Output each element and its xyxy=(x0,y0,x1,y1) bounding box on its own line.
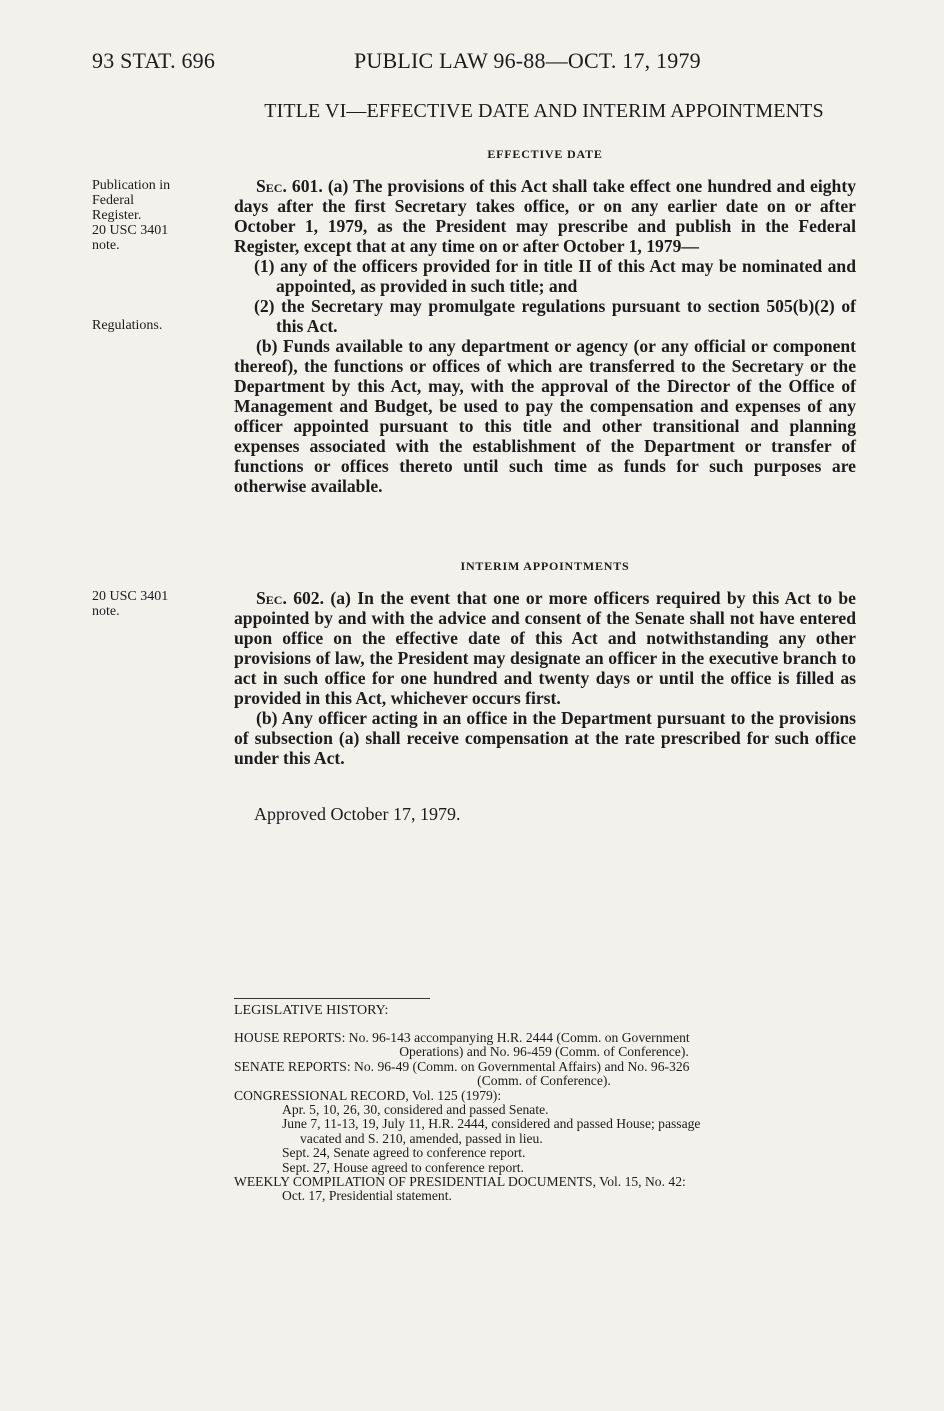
leg-line: SENATE REPORTS: No. 96-49 (Comm. on Governmental Affairs) and No. 96-326 xyxy=(234,1058,690,1074)
effective-date-heading: EFFECTIVE DATE xyxy=(487,147,603,161)
sec601-para-a1: (1) any of the officers provided for in title II of this Act may be nominated and appointed, as provided in such title; and xyxy=(254,256,856,296)
legislative-history xyxy=(234,1031,854,1204)
leg-line: (Comm. of Conference). xyxy=(477,1073,611,1089)
sec602-para-b: (b) Any officer acting in an office in the Department pursuant to the provisions of subsection (a) shall receive compensation at the rate prescribed for such office under this Act. xyxy=(234,708,856,768)
law-header: PUBLIC LAW 96-88—OCT. 17, 1979 xyxy=(354,48,701,73)
title-heading: TITLE VI—EFFECTIVE DATE AND INTERIM APPOINTMENTS xyxy=(264,100,824,122)
sec601-para-b: (b) Funds available to any department or agency (or any official or component thereof), the functions or offices of which are transferred to the Secretary or the Department by this Act, may, with the approval of the Director of the Office of Management and Budget, be used to pay the compensation and expenses of any officer appointed pursuant to this title and other transitional and planning expenses associated with the establishment of the Department or transfer of functions or offices thereto until such time as funds for such purposes are otherwise available. xyxy=(234,336,856,496)
sec602-label: Sec. 602. xyxy=(256,588,325,608)
margin-note-regulations: Regulations. xyxy=(92,318,163,333)
leg-line: HOUSE REPORTS: No. 96-143 accompanying H.R. 2444 (Comm. on Government xyxy=(234,1030,690,1045)
leg-line: vacated and S. 210, amended, passed in lieu. xyxy=(300,1130,543,1146)
legislative-history-title: LEGISLATIVE HISTORY: xyxy=(234,1003,389,1018)
interim-appointments-heading: INTERIM APPOINTMENTS xyxy=(460,559,630,573)
sec601-para-a2: (2) the Secretary may promulgate regulations pursuant to section 505(b)(2) of this Act. xyxy=(254,296,856,336)
section-602 xyxy=(234,556,856,768)
margin-note-usc: 20 USC 3401 note. xyxy=(92,589,169,619)
stat-citation: 93 STAT. 696 xyxy=(92,48,216,73)
leg-line: WEEKLY COMPILATION OF PRESIDENTIAL DOCUMENTS, Vol. 15, No. 42: xyxy=(234,1174,686,1190)
margin-note-publication: Publication in Federal Register. 20 USC 3401 note. xyxy=(92,178,171,253)
sec601-para-a: Sec. 601. (a) The provisions of this Act shall take effect one hundred and eighty days after the first Secretary takes office, or on any earlier date on or after October 1, 1979, as the President may prescribe and publish in the Federal Register, except that at any time on or after October 1, 1979— xyxy=(234,176,856,256)
leg-line: Sept. 27, House agreed to conference report. xyxy=(282,1159,524,1175)
approved-date: Approved October 17, 1979. xyxy=(254,804,461,824)
leg-line: Apr. 5, 10, 26, 30, considered and passed Senate. xyxy=(282,1102,549,1118)
legislative-history-rule xyxy=(234,998,430,999)
section-601 xyxy=(234,144,856,496)
leg-line: Operations) and No. 96-459 (Comm. of Conference). xyxy=(399,1044,689,1060)
leg-line: Oct. 17, Presidential statement. xyxy=(282,1188,452,1204)
leg-line: CONGRESSIONAL RECORD, Vol. 125 (1979): xyxy=(234,1087,502,1103)
leg-line: June 7, 11-13, 19, July 11, H.R. 2444, considered and passed House; passage xyxy=(282,1116,701,1132)
sec602-para-a: Sec. 602. (a) In the event that one or more officers required by this Act to be appointed by and with the advice and consent of the Senate shall not have entered upon office on the effective date of this Act and notwithstanding any other provisions of law, the President may designate an officer in the executive branch to act in such office for one hundred and twenty days or until the office is filled as provided in this Act, whichever occurs first. xyxy=(234,588,856,708)
leg-line: Sept. 24, Senate agreed to conference report. xyxy=(282,1145,526,1161)
sec601-label: Sec. 601. xyxy=(256,176,323,196)
